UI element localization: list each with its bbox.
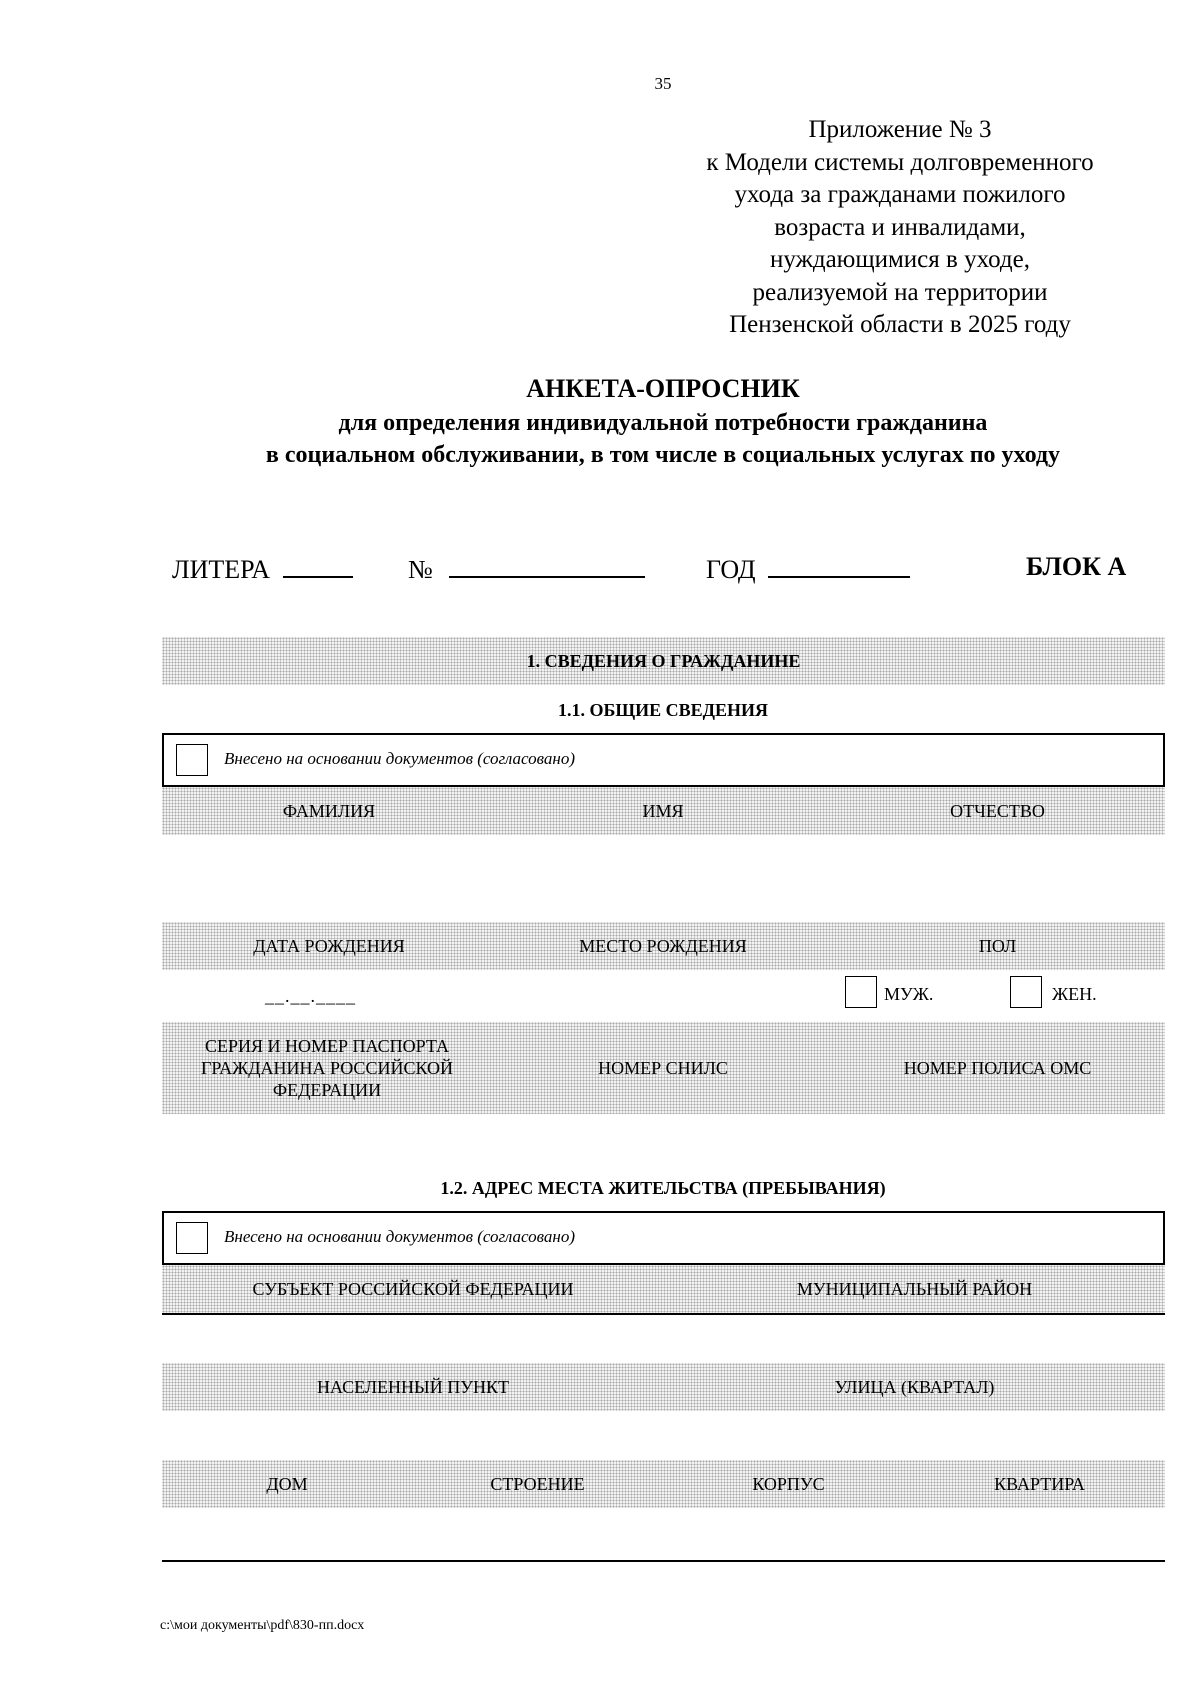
- section-1-title: 1. СВЕДЕНИЯ О ГРАЖДАНИНЕ: [526, 650, 801, 671]
- male-checkbox[interactable]: [845, 976, 877, 1008]
- section-1-band: [162, 637, 1165, 685]
- header-row: [172, 552, 1174, 592]
- locality-header-band: [162, 1363, 1165, 1411]
- documents-confirmed-checkbox[interactable]: [176, 744, 208, 776]
- appendix-line: реализуемой на территории: [752, 278, 1048, 306]
- street-label: УЛИЦА (КВАРТАЛ): [834, 1376, 995, 1397]
- name-label: ИМЯ: [642, 800, 684, 821]
- birth-date-label: ДАТА РОЖДЕНИЯ: [253, 935, 405, 956]
- number-label: №: [408, 555, 433, 584]
- apartment-label: КВАРТИРА: [994, 1473, 1085, 1494]
- litera-label: ЛИТЕРА: [172, 555, 271, 584]
- footer-file-path: c:\мои документы\pdf\830-пп.docx: [160, 1618, 365, 1633]
- litera-input-line[interactable]: [283, 552, 353, 578]
- corpus-label: КОРПУС: [752, 1473, 825, 1494]
- documents-header-band: [162, 1022, 1165, 1114]
- number-input-line[interactable]: [449, 552, 645, 578]
- house-label: ДОМ: [266, 1473, 308, 1494]
- fio-header-band: [162, 787, 1165, 835]
- male-label: МУЖ.: [884, 984, 934, 1004]
- house-divider: [162, 1560, 1165, 1562]
- birth-date-template: __.__.____: [265, 986, 356, 1006]
- section-1-1-title: 1.1. ОБЩИЕ СВЕДЕНИЯ: [557, 700, 769, 720]
- documents-confirmed-row: [162, 733, 1165, 787]
- address-documents-confirmed-checkbox[interactable]: [176, 1222, 208, 1254]
- region-header-band: [162, 1265, 1165, 1313]
- patronymic-label: ОТЧЕСТВО: [950, 800, 1045, 821]
- oms-label: НОМЕР ПОЛИСА ОМС: [903, 1057, 1092, 1078]
- year-label: ГОД: [706, 555, 756, 584]
- female-checkbox[interactable]: [1010, 976, 1042, 1008]
- sex-label: ПОЛ: [978, 935, 1017, 956]
- appendix-header: [640, 114, 1160, 342]
- title-subtitle-2: в социальном обслуживании, в том числе в социальных услугах по уходу: [265, 442, 1061, 468]
- appendix-line: Пензенской области в 2025 году: [729, 311, 1071, 338]
- document-title: [0, 371, 1200, 471]
- appendix-line: нуждающимися в уходе,: [770, 246, 1030, 273]
- block-label: БЛОК А: [1026, 552, 1127, 581]
- year-field: [706, 552, 910, 585]
- page-number: 35: [654, 74, 672, 93]
- address-documents-confirmed-row: [162, 1211, 1165, 1265]
- address-documents-confirmed-label: Внесено на основании документов (согласовано): [224, 1227, 575, 1246]
- appendix-line: Приложение № 3: [808, 116, 992, 143]
- birth-header-band: [162, 922, 1165, 970]
- female-label: ЖЕН.: [1052, 984, 1097, 1004]
- litera-field: [172, 552, 353, 585]
- region-divider: [162, 1313, 1165, 1315]
- locality-label: НАСЕЛЕННЫЙ ПУНКТ: [316, 1376, 509, 1397]
- year-input-line[interactable]: [768, 552, 910, 578]
- section-1-2-title: 1.2. АДРЕС МЕСТА ЖИТЕЛЬСТВА (ПРЕБЫВАНИЯ): [440, 1178, 886, 1198]
- number-field: [408, 552, 645, 585]
- appendix-line: к Модели системы долговременного: [706, 148, 1094, 176]
- house-header-band: [162, 1460, 1165, 1508]
- region-label: СУБЪЕКТ РОССИЙСКОЙ ФЕДЕРАЦИИ: [252, 1278, 574, 1299]
- title-subtitle-1: для определения индивидуальной потребности гражданина: [338, 410, 988, 436]
- building-label: СТРОЕНИЕ: [490, 1473, 585, 1494]
- snils-label: НОМЕР СНИЛС: [598, 1057, 728, 1078]
- appendix-line: возраста и инвалидами,: [774, 213, 1026, 241]
- surname-label: ФАМИЛИЯ: [282, 800, 376, 821]
- birth-place-label: МЕСТО РОЖДЕНИЯ: [579, 935, 747, 956]
- title-main: АНКЕТА-ОПРОСНИК: [526, 374, 800, 403]
- documents-confirmed-label: Внесено на основании документов (согласовано): [224, 749, 575, 768]
- passport-label: СЕРИЯ И НОМЕР ПАСПОРТА ГРАЖДАНИНА РОССИЙСКОЙ ФЕДЕРАЦИИ: [200, 1036, 454, 1100]
- appendix-line: ухода за гражданами пожилого: [734, 181, 1066, 208]
- district-label: МУНИЦИПАЛЬНЫЙ РАЙОН: [796, 1278, 1033, 1299]
